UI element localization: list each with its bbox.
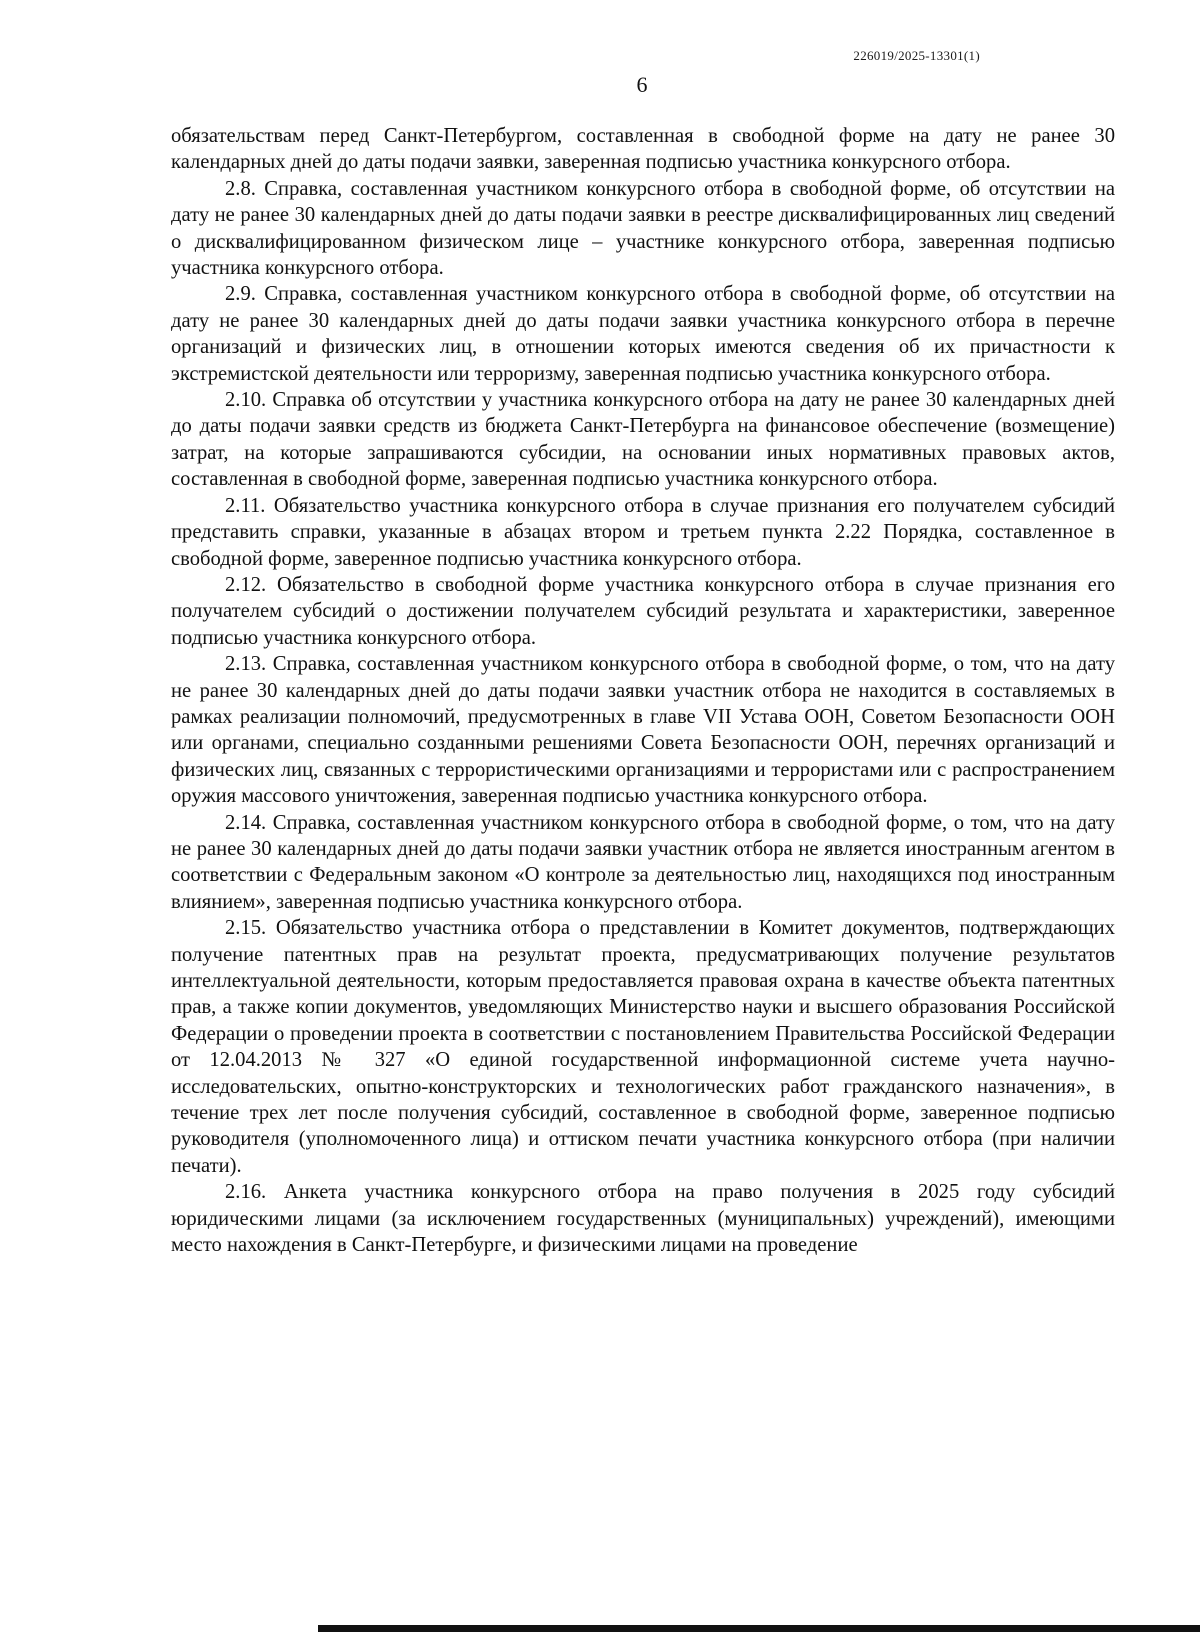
- paragraph-2-14: 2.14. Справка, составленная участником конкурсного отбора в свободной форме, о том, что на дату не ранее 30 календарных дней до даты подачи заявки участник отбора не является иностранным агентом в соответствии с Федеральным законом «О контроле за деятельностью лиц, находящихся под иностранным влиянием», заверенная подписью участника конкурсного отбора.: [171, 811, 1115, 913]
- paragraph-2-9: 2.9. Справка, составленная участником конкурсного отбора в свободной форме, об отсутствии на дату не ранее 30 календарных дней до даты подачи заявки участника конкурсного отбора в перечне организаций и физических лиц, в отношении которых имеются сведения об их причастности к экстремистской деятельности или терроризму, заверенная подписью участника конкурсного отбора.: [171, 283, 1115, 385]
- document-body: [171, 123, 1115, 1258]
- paragraph-2-12: 2.12. Обязательство в свободной форме участника конкурсного отбора в случае признания его получателем субсидий о достижении получателем субсидий результата и характеристики, заверенное подписью участника конкурсного отбора.: [171, 573, 1115, 649]
- paragraph-2-8: 2.8. Справка, составленная участником конкурсного отбора в свободной форме, об отсутствии на дату не ранее 30 календарных дней до даты подачи заявки в реестре дисквалифицированных лиц сведений о дисквалифицированном физическом лице – участнике конкурсного отбора, заверенная подписью участника конкурсного отбора.: [171, 177, 1115, 280]
- document-number: 226019/2025-13301(1): [853, 48, 980, 63]
- scan-bottom-edge-line: [318, 1625, 1200, 1632]
- page-number: 6: [636, 72, 648, 97]
- paragraph-2-16: 2.16. Анкета участника конкурсного отбора на право получения в 2025 году субсидий юридическими лицами (за исключением государственных (муниципальных) учреждений), имеющими место нахождения в Санкт-Петербурге, и физическими лицами на проведение: [171, 1181, 1115, 1257]
- paragraph-continuation: обязательствам перед Санкт-Петербургом, составленная в свободной форме на дату не ранее 30 календарных дней до даты подачи заявки, заверенная подписью участника конкурсного отбора.: [171, 125, 1115, 174]
- paragraph-2-15: 2.15. Обязательство участника отбора о представлении в Комитет документов, подтверждающих получение патентных прав на результат проекта, предусматривающих получение результатов интеллектуальной деятельности, которым предоставляется правовая охрана в качестве объекта патентных прав, а также копии документов, уведомляющих Министерство науки и высшего образования Российской Федерации о проведении проекта в соответствии с постановлением Правительства Российской Федерации от 12.04.2013 № 327 «О единой государственной информационной системе учета научно-исследовательских, опытно-конструкторских и технологических работ гражданского назначения», в течение трех лет после получения субсидий, составленное в свободной форме, заверенное подписью руководителя (уполномоченного лица) и оттиском печати участника конкурсного отбора (при наличии печати).: [171, 917, 1115, 1177]
- paragraph-2-11: 2.11. Обязательство участника конкурсного отбора в случае признания его получателем субсидий представить справки, указанные в абзацах втором и третьем пункта 2.22 Порядка, составленное в свободной форме, заверенное подписью участника конкурсного отбора.: [171, 494, 1115, 570]
- paragraph-2-13: 2.13. Справка, составленная участником конкурсного отбора в свободной форме, о том, что на дату не ранее 30 календарных дней до даты подачи заявки участник отбора не находится в составляемых в рамках реализации полномочий, предусмотренных в главе VII Устава ООН, Советом Безопасности ООН или органами, специально созданными решениями Совета Безопасности ООН, перечнях организаций и физических лиц, связанных с террористическими организациями и террористами или с распространением оружия массового уничтожения, заверенная подписью участника конкурсного отбора.: [171, 653, 1115, 808]
- paragraph-2-10: 2.10. Справка об отсутствии у участника конкурсного отбора на дату не ранее 30 календарных дней до даты подачи заявки средств из бюджета Санкт-Петербурга на финансовое обеспечение (возмещение) затрат, на которые запрашиваются субсидии, на основании иных нормативных правовых актов, составленная в свободной форме, заверенная подписью участника конкурсного отбора.: [171, 389, 1115, 491]
